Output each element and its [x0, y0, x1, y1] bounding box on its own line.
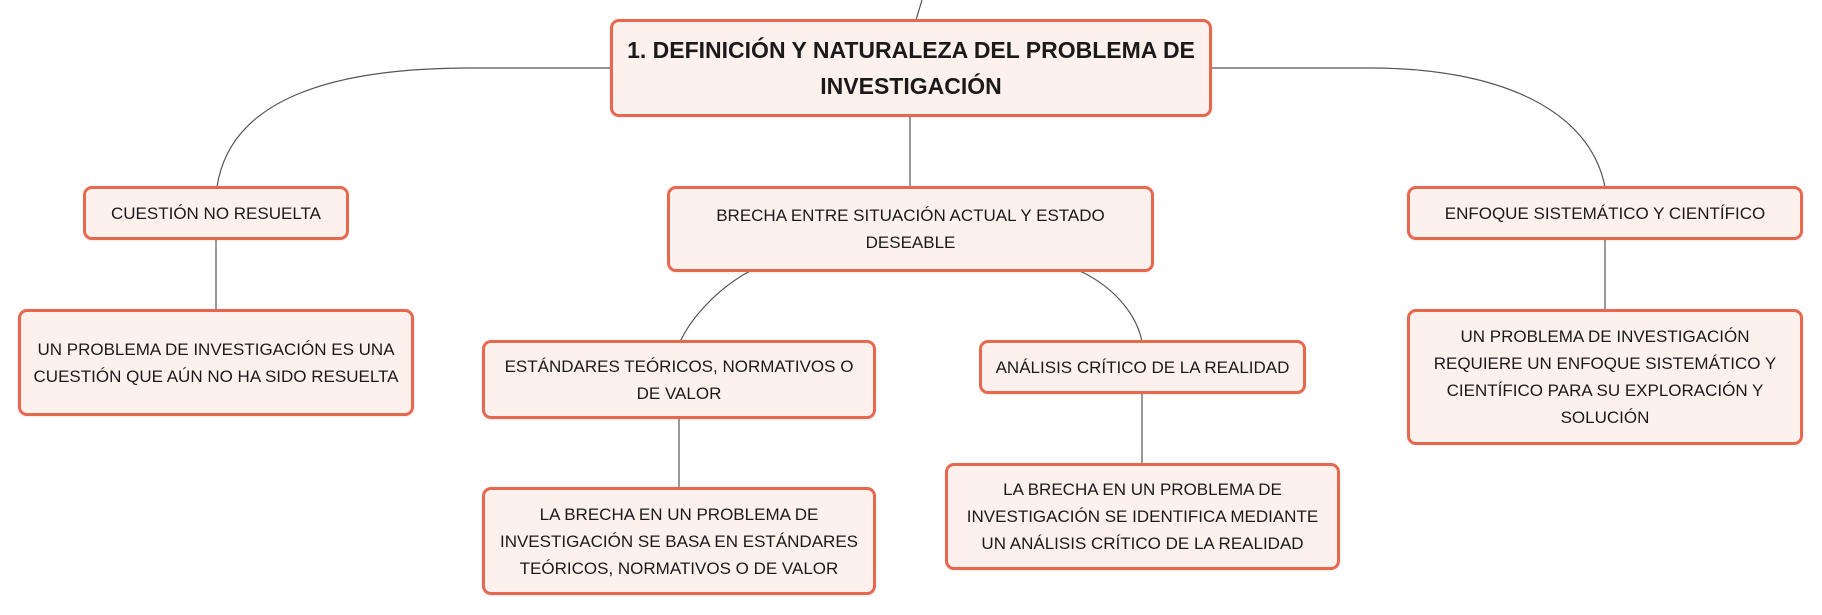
- brecha-node[interactable]: [667, 186, 1154, 272]
- analisis-label: ANÁLISIS CRÍTICO DE LA REALIDAD: [995, 357, 1290, 377]
- analisis-node[interactable]: [979, 340, 1306, 394]
- cuestion-label: CUESTIÓN NO RESUELTA: [110, 203, 321, 223]
- connector-root-to-cuestion: [217, 68, 610, 187]
- cuestion-detail-label: UN PROBLEMA DE INVESTIGACIÓN ES UNA CUESTIÓN QUE AÚN NO HA SIDO RESUELTA: [33, 339, 399, 386]
- estandares-node[interactable]: [482, 340, 876, 419]
- enfoque-detail-node[interactable]: [1407, 309, 1803, 445]
- enfoque-label: ENFOQUE SISTEMÁTICO Y CIENTÍFICO: [1444, 203, 1766, 223]
- analisis-detail-label: LA BRECHA EN UN PROBLEMA DE INVESTIGACIÓN SE IDENTIFICA MEDIANTE UN ANÁLISIS CRÍTICO DE LA REALIDAD: [966, 480, 1319, 553]
- root-topic-label: 1. DEFINICIÓN Y NATURALEZA DEL PROBLEMA DE INVESTIGACIÓN: [627, 37, 1195, 99]
- cuestion-detail-node[interactable]: [18, 309, 414, 416]
- estandares-detail-node[interactable]: [482, 487, 876, 595]
- enfoque-detail-label: UN PROBLEMA DE INVESTIGACIÓN REQUIERE UN ENFOQUE SISTEMÁTICO Y CIENTÍFICO PARA SU EXPLORACIÓN Y SOLUCIÓN: [1433, 327, 1777, 427]
- root-topic-node[interactable]: [610, 19, 1212, 117]
- brecha-label: BRECHA ENTRE SITUACIÓN ACTUAL Y ESTADO DESEABLE: [716, 206, 1105, 252]
- cuestion-node[interactable]: [83, 186, 349, 240]
- estandares-label: ESTÁNDARES TEÓRICOS, NORMATIVOS O DE VALOR: [504, 356, 854, 403]
- connector-root-to-enfoque: [1212, 68, 1605, 187]
- connector-brecha-to-estandares: [680, 271, 750, 342]
- estandares-detail-label: LA BRECHA EN UN PROBLEMA DE INVESTIGACIÓN SE BASA EN ESTÁNDARES TEÓRICOS, NORMATIVOS O DE VALOR: [499, 504, 859, 578]
- analisis-detail-node[interactable]: [945, 463, 1340, 570]
- connector-top-stub: [916, 0, 922, 20]
- connector-brecha-to-analisis: [1080, 271, 1142, 342]
- enfoque-node[interactable]: [1407, 186, 1803, 240]
